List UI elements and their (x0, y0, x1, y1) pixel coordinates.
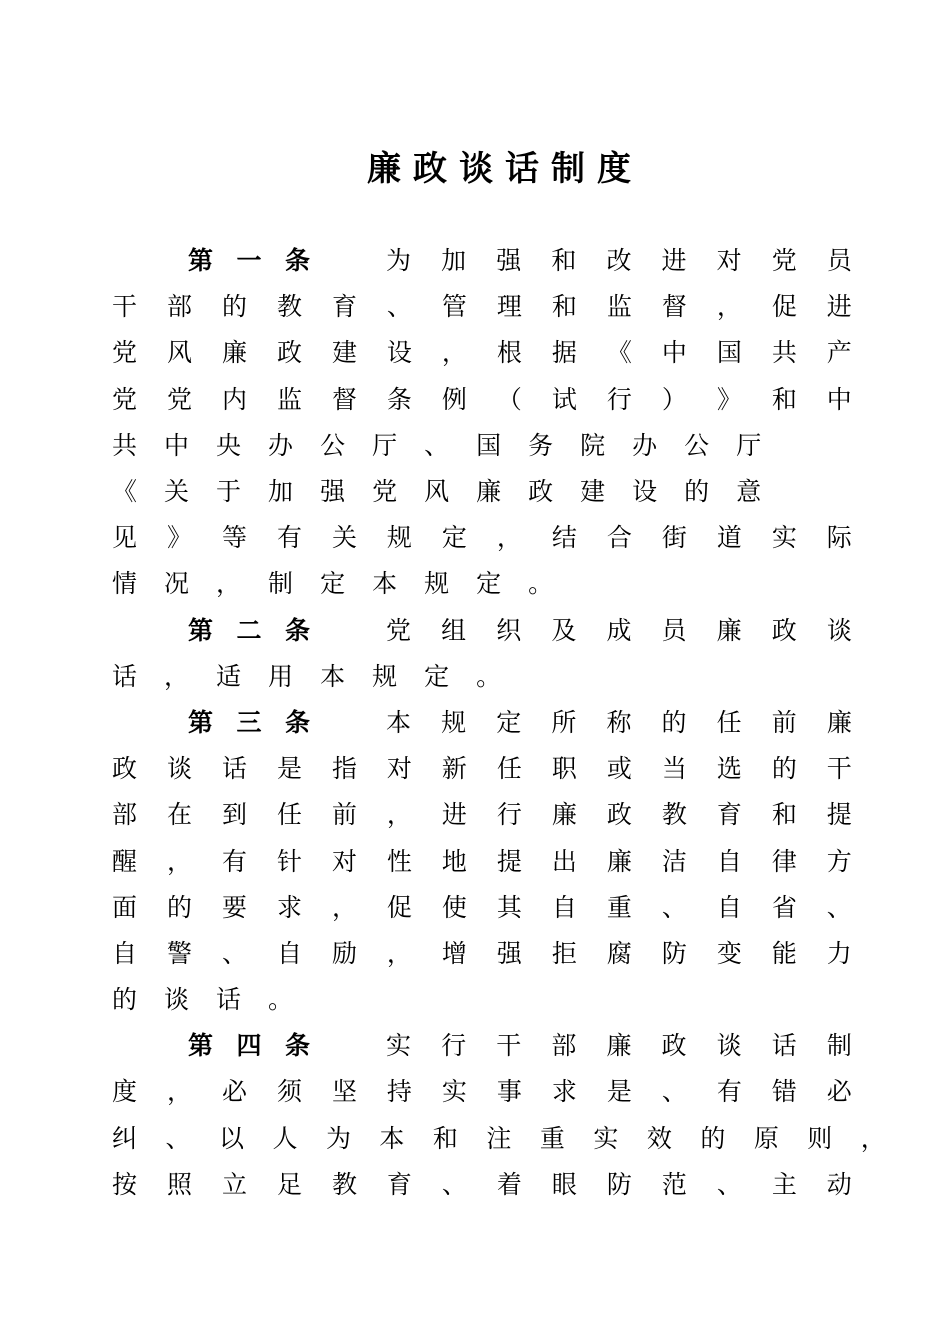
article-line: 自 警 、 自 励 ， 增 强 拒 腐 防 变 能 力 (112, 938, 852, 968)
article-heading: 第 一 条 (188, 246, 310, 276)
article-line: 度 ， 必 须 坚 持 实 事 求 是 、 有 错 必 (112, 1077, 852, 1107)
article-line: 干 部 的 教 育 、 管 理 和 监 督 ， 促 进 (112, 292, 852, 322)
article-line: 按 照 立 足 教 育 、 着 眼 防 范 、 主 动 (112, 1169, 852, 1199)
document-title: 廉政谈话制度 (367, 149, 643, 189)
article-line: 政 谈 话 是 指 对 新 任 职 或 当 选 的 干 (112, 754, 852, 784)
article-line: 纠 、 以 人 为 本 和 注 重 实 效 的 原 则 ， (112, 1123, 886, 1153)
article-line: 面 的 要 求 ， 促 使 其 自 重 、 自 省 、 (112, 892, 852, 922)
article-line: 话 ， 适 用 本 规 定 。 (112, 661, 502, 691)
article-first-line: 第 三 条 本 规 定 所 称 的 任 前 廉 (188, 700, 852, 746)
article-heading: 第 三 条 (188, 707, 310, 737)
article-heading: 第 四 条 (188, 1031, 310, 1061)
article-line: 党 党 内 监 督 条 例 （ 试 行 ） 》 和 中 (112, 384, 852, 414)
article-first-line: 第 二 条 党 组 织 及 成 员 廉 政 谈 (188, 608, 852, 654)
article-line: 《 关 于 加 强 党 风 廉 政 建 设 的 意 (112, 477, 762, 507)
article-line: 的 谈 话 。 (112, 985, 294, 1015)
article-first-line: 第 一 条 为 加 强 和 改 进 对 党 员 (188, 238, 852, 284)
article-line: 共 中 央 办 公 厅 、 国 务 院 办 公 厅 (112, 430, 762, 460)
article-first-line: 第 四 条 实 行 干 部 廉 政 谈 话 制 (188, 1023, 852, 1069)
article-line: 部 在 到 任 前 ， 进 行 廉 政 教 育 和 提 (112, 800, 852, 830)
article-line: 党 风 廉 政 建 设 ， 根 据 《 中 国 共 产 (112, 338, 852, 368)
article-heading: 第 二 条 (188, 615, 310, 645)
document-body (112, 238, 886, 1208)
article-line: 情 况 ， 制 定 本 规 定 。 (112, 569, 554, 599)
article-line: 见 》 等 有 关 规 定 ， 结 合 街 道 实 际 (112, 523, 852, 553)
article-line: 醒 ， 有 针 对 性 地 提 出 廉 洁 自 律 方 (112, 846, 852, 876)
